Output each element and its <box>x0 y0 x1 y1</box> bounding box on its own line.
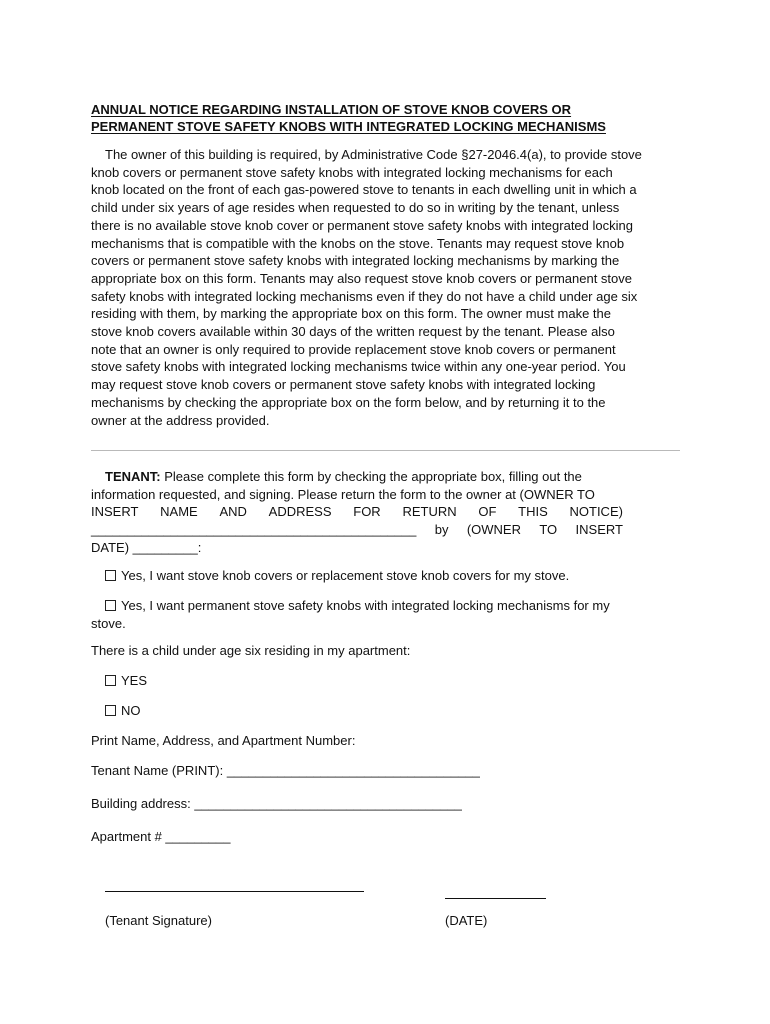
child-option-label: YES <box>121 673 148 688</box>
word: RETURN <box>402 504 457 520</box>
word: (OWNER <box>466 522 521 538</box>
intro-line: child under six years of age resides when requested to do so in writing by the tenant, unless <box>91 200 620 216</box>
tenant-instructions-line <box>91 521 623 539</box>
tenant-signature-label: (Tenant Signature) <box>105 913 212 928</box>
option-safety-knobs[interactable] <box>91 597 681 632</box>
apartment-number-field[interactable]: Apartment # _________ <box>91 829 231 844</box>
intro-line: note that an owner is only required to provide replacement stove knob covers or permanent <box>91 341 616 357</box>
word: INSERT <box>575 522 623 538</box>
intro-line: may request stove knob covers or permanent stove safety knobs with integrated locking <box>91 377 596 393</box>
intro-line: knob located on the front of each gas-powered stove to tenants in each dwelling unit in which a <box>91 182 637 198</box>
checkbox-icon[interactable] <box>105 600 116 611</box>
word: OF <box>478 504 497 520</box>
checkbox-icon[interactable] <box>105 570 116 581</box>
child-option-no[interactable] <box>91 702 695 720</box>
tenant-instructions-text: Please complete this form by checking the appropriate box, filling out the <box>160 469 582 484</box>
option-label: Yes, I want stove knob covers or replacement stove knob covers for my stove. <box>121 568 570 583</box>
word: NAME <box>160 504 198 520</box>
tenant-name-field[interactable]: Tenant Name (PRINT): ___________________________________ <box>91 763 480 778</box>
checkbox-icon[interactable] <box>105 675 116 686</box>
intro-line: safety knobs with integrated locking mechanisms even if they do not have a child under age six <box>91 288 638 304</box>
building-address-field[interactable]: Building address: _____________________________________ <box>91 796 462 811</box>
tenant-instructions-line <box>91 468 623 486</box>
tenant-signature-line[interactable] <box>105 891 364 892</box>
word: INSERT <box>91 504 139 520</box>
notice-title-line-1: ANNUAL NOTICE REGARDING INSTALLATION OF STOVE KNOB COVERS OR <box>91 102 572 117</box>
option-label-continued: stove. <box>91 615 126 631</box>
option-label: Yes, I want permanent stove safety knobs with integrated locking mechanisms for my <box>121 598 610 613</box>
intro-line: residing with them, by marking the appropriate box on this form. The owner must make the <box>91 306 612 322</box>
date-label: (DATE) <box>445 913 488 928</box>
child-option-label: NO <box>121 703 141 718</box>
intro-line: mechanisms by checking the appropriate box on the form below, and by returning it to the <box>91 394 606 410</box>
intro-line: stove knob covers available within 30 days of the written request by the tenant. Please also <box>91 324 615 340</box>
option-line <box>91 597 681 615</box>
print-prompt: Print Name, Address, and Apartment Number: <box>91 733 356 748</box>
intro-line: knob covers or permanent stove safety knobs with integrated locking mechanisms for each <box>91 164 613 180</box>
date-line[interactable] <box>445 898 546 899</box>
tenant-instructions-line <box>91 503 623 521</box>
notice-title <box>91 101 681 135</box>
owner-address-blank[interactable]: _____________________________________________ <box>91 522 417 538</box>
intro-line: appropriate box on this form. Tenants may also request stove knob covers or permanent stove <box>91 270 632 286</box>
intro-line: there is no available stove knob cover or permanent stove safety knobs with integrated locking <box>91 217 633 233</box>
child-option-yes[interactable] <box>91 672 695 690</box>
option-stove-knob-covers[interactable] <box>91 567 695 585</box>
notice-title-line-2: PERMANENT STOVE SAFETY KNOBS WITH INTEGRATED LOCKING MECHANISMS <box>91 119 606 134</box>
intro-line: covers or permanent stove safety knobs with integrated locking mechanisms by marking the <box>91 253 620 269</box>
tenant-instructions <box>91 468 623 557</box>
word: FOR <box>353 504 381 520</box>
intro-line: stove safety knobs with integrated locking mechanisms twice within any one-year period. You <box>91 359 626 375</box>
tenant-instructions-line: information requested, and signing. Please return the form to the owner at (OWNER TO <box>91 486 595 502</box>
word: AND <box>219 504 247 520</box>
word: ADDRESS <box>268 504 332 520</box>
section-divider <box>91 450 680 451</box>
word: THIS <box>518 504 548 520</box>
intro-paragraph <box>91 146 681 429</box>
word: TO <box>539 522 558 538</box>
word: NOTICE) <box>569 504 623 520</box>
intro-line: The owner of this building is required, by Administrative Code §27-2046.4(a), to provide stove <box>105 147 642 162</box>
checkbox-icon[interactable] <box>105 705 116 716</box>
word: by <box>434 522 449 538</box>
intro-line: mechanisms that is compatible with the knobs on the stove. Tenants may request stove knob <box>91 235 625 251</box>
return-date-blank[interactable]: DATE) _________: <box>91 539 202 555</box>
child-question: There is a child under age six residing in my apartment: <box>91 643 411 658</box>
intro-line: owner at the address provided. <box>91 412 270 428</box>
tenant-label: TENANT: <box>105 469 161 484</box>
